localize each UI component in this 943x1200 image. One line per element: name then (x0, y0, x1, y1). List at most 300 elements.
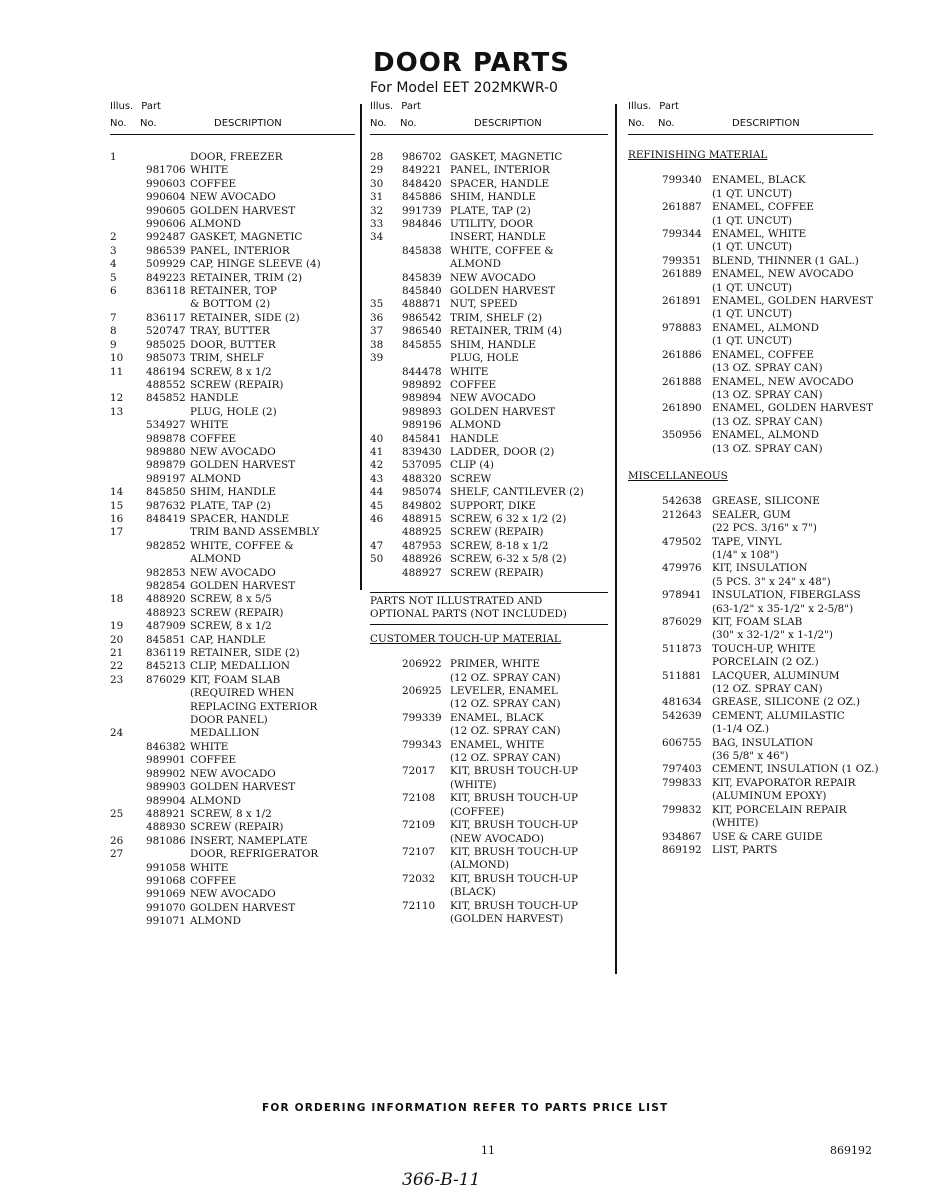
part-number: 991069 (146, 888, 186, 901)
notice-line: PARTS NOT ILLUSTRATED AND (370, 595, 543, 607)
illus-number: 2 (110, 231, 117, 244)
part-description: (ALUMINUM EPOXY) (712, 790, 827, 803)
part-row (628, 322, 873, 335)
parts-column-2 (370, 100, 608, 926)
part-description: (1 QT. UNCUT) (712, 281, 793, 294)
part-description: (12 OZ. SPRAY CAN) (450, 698, 561, 711)
part-number: 991070 (146, 901, 186, 914)
handwritten-note: 366-B-11 (402, 1170, 481, 1190)
part-number: 989892 (402, 378, 442, 391)
part-row (370, 379, 608, 392)
part-row (370, 486, 608, 499)
part-number (662, 335, 710, 348)
part-description: KIT, FOAM SLAB (712, 616, 803, 628)
part-description: TOUCH-UP, WHITE (712, 642, 816, 655)
part-number: 982853 (146, 566, 186, 579)
illus-number (628, 683, 662, 696)
part-number: 845855 (402, 338, 442, 351)
part-number: 72107 (402, 845, 436, 858)
part-description: SCREW (REPAIR) (190, 378, 284, 391)
part-row (110, 821, 355, 834)
part-row (628, 295, 873, 308)
illus-number: 42 (370, 459, 384, 472)
illus-number: 8 (110, 325, 117, 338)
part-description: NEW AVOCADO (190, 191, 276, 204)
part-row (370, 312, 608, 325)
illus-number: 24 (110, 727, 124, 740)
illus-number (110, 915, 134, 928)
illus-number (628, 576, 662, 589)
part-row (628, 201, 873, 214)
part-number: 876029 (662, 616, 702, 628)
illus-number: 21 (110, 647, 124, 660)
part-number: 849221 (402, 164, 442, 177)
illus-number (110, 433, 134, 446)
illus-number: 5 (110, 271, 117, 284)
part-row (110, 352, 355, 365)
part-row (628, 629, 873, 642)
header-illus-no: No. (370, 118, 387, 129)
part-description: (NEW AVOCADO) (450, 832, 544, 845)
illus-number (370, 779, 392, 792)
illus-number (110, 205, 134, 218)
part-number: 72032 (402, 872, 436, 885)
part-row (628, 737, 873, 750)
touchup-section-title: CUSTOMER TOUCH-UP MATERIAL (370, 632, 561, 645)
part-number (134, 701, 188, 714)
part-description: RETAINER, TRIM (2) (190, 271, 303, 284)
part-number: 989880 (146, 445, 186, 458)
part-number (662, 683, 710, 696)
part-row (370, 833, 608, 846)
part-description: WHITE, COFFEE & (450, 244, 554, 257)
part-description: RETAINER, SIDE (2) (190, 647, 300, 660)
part-row (110, 312, 355, 325)
illus-number: 7 (110, 311, 117, 324)
illus-number (628, 817, 662, 830)
illus-number (370, 658, 392, 671)
misc-section-title: MISCELLANEOUS (628, 469, 728, 482)
part-description: COFFEE (450, 378, 497, 391)
illus-number: 3 (110, 244, 117, 257)
part-description: ALMOND (190, 218, 241, 231)
part-description: ENAMEL, ALMOND (712, 321, 819, 334)
part-description: NEW AVOCADO (190, 767, 276, 780)
part-row (628, 443, 873, 456)
part-description: ENAMEL, COFFEE (712, 201, 814, 214)
part-row (110, 151, 355, 164)
illus-number: 41 (370, 445, 384, 458)
illus-number: 22 (110, 660, 124, 673)
header-description: DESCRIPTION (732, 118, 800, 129)
part-description: (WHITE) (712, 817, 759, 830)
part-description: ENAMEL, GOLDEN HARVEST (712, 295, 874, 308)
part-number (134, 298, 188, 311)
part-row (628, 509, 873, 522)
part-description: KIT, PORCELAIN REPAIR (712, 803, 847, 816)
illus-number: 40 (370, 432, 384, 445)
illus-number (110, 580, 134, 593)
part-description: PANEL, INTERIOR (190, 244, 290, 257)
part-number (134, 714, 188, 727)
part-description: LIST, PARTS (712, 843, 778, 856)
part-description: KIT, BRUSH TOUCH-UP (450, 792, 579, 805)
part-row (628, 750, 873, 763)
illus-number: 46 (370, 512, 384, 525)
part-number: 991058 (146, 861, 186, 874)
part-row (110, 178, 355, 191)
part-row (628, 402, 873, 415)
part-description: COFFEE (190, 874, 237, 887)
part-description: INSERT, NAMEPLATE (190, 834, 308, 847)
header-description: DESCRIPTION (474, 118, 542, 129)
illus-number: 37 (370, 325, 384, 338)
part-row (370, 419, 608, 432)
part-description: ALMOND (190, 794, 241, 807)
part-description: PLUG, HOLE (450, 352, 519, 365)
part-number: 542638 (662, 495, 702, 508)
part-description: USE & CARE GUIDE (712, 830, 823, 843)
illus-number: 31 (370, 191, 384, 204)
part-row (628, 643, 873, 656)
part-row (628, 576, 873, 589)
illus-number (628, 389, 662, 402)
illus-number: 43 (370, 472, 384, 485)
part-row (110, 781, 355, 794)
illus-number (110, 607, 134, 620)
illus-number: 19 (110, 620, 124, 633)
part-description: LACQUER, ALUMINUM (712, 669, 840, 682)
illus-number (628, 777, 662, 790)
part-description: LADDER, DOOR (2) (450, 445, 555, 458)
part-number (134, 848, 188, 861)
illus-number (110, 191, 134, 204)
page-title: DOOR PARTS (373, 48, 570, 78)
part-description: GREASE, SILICONE (2 OZ.) (712, 696, 861, 709)
part-number: 985073 (146, 352, 186, 365)
part-number: 488871 (402, 298, 442, 311)
illus-number (628, 215, 662, 228)
illus-number (370, 752, 392, 765)
illus-number (628, 509, 662, 522)
part-number (662, 282, 710, 295)
refinishing-section-title: REFINISHING MATERIAL (628, 149, 768, 161)
part-number: 989878 (146, 432, 186, 445)
part-number (134, 406, 188, 419)
part-description: GOLDEN HARVEST (450, 405, 556, 418)
part-description: DOOR PANEL) (190, 714, 268, 727)
illus-number (110, 768, 134, 781)
part-number: 261886 (662, 348, 702, 361)
part-description: PORCELAIN (2 OZ.) (712, 656, 819, 669)
column-header (110, 100, 355, 135)
part-description: (36 5/8" x 46") (712, 750, 789, 763)
part-row (370, 366, 608, 379)
part-description: (30" x 32-1/2" x 1-1/2") (712, 629, 833, 642)
illus-number: 25 (110, 807, 124, 820)
illus-number (370, 833, 392, 846)
part-row (628, 804, 873, 817)
illus-number (110, 714, 134, 727)
part-number: 261889 (662, 268, 702, 281)
part-number: 479502 (662, 535, 702, 548)
illus-number: 6 (110, 285, 117, 298)
part-row (370, 258, 608, 271)
illus-number (628, 696, 662, 709)
part-description: GOLDEN HARVEST (190, 204, 296, 217)
part-description: SHIM, HANDLE (450, 191, 537, 204)
part-row (370, 819, 608, 832)
part-description: SCREW (450, 472, 492, 485)
illus-number (628, 188, 662, 201)
illus-number: 47 (370, 539, 384, 552)
part-number: 488320 (402, 472, 442, 485)
part-row (628, 228, 873, 241)
part-number (662, 308, 710, 321)
part-row (110, 446, 355, 459)
illus-number: 50 (370, 553, 384, 566)
part-description: (BLACK) (450, 886, 496, 899)
part-description: INSERT, HANDLE (450, 231, 547, 244)
illus-number (628, 335, 662, 348)
part-row (370, 792, 608, 805)
part-row (110, 727, 355, 740)
part-description: SHIM, HANDLE (450, 338, 537, 351)
part-number (662, 629, 710, 642)
part-number: 261888 (662, 375, 702, 388)
part-description: HANDLE (450, 432, 499, 445)
illus-number (110, 298, 134, 311)
illus-number (628, 362, 662, 375)
illus-number: 13 (110, 405, 124, 418)
part-number (662, 443, 710, 456)
part-number: 981086 (146, 834, 186, 847)
illus-number (370, 859, 392, 872)
part-description: GASKET, MAGNETIC (190, 231, 303, 244)
part-row (370, 245, 608, 258)
part-number: 487953 (402, 539, 442, 552)
part-row (370, 806, 608, 819)
part-number: 845838 (402, 244, 442, 257)
header-illus: Illus. (370, 101, 394, 112)
part-number: 990603 (146, 177, 186, 190)
part-number: 261887 (662, 201, 702, 214)
part-row (628, 174, 873, 187)
part-description: BAG, INSULATION (712, 736, 814, 749)
illus-number: 4 (110, 258, 117, 271)
part-row (370, 298, 608, 311)
part-number: 542639 (662, 709, 702, 722)
part-number: 981706 (146, 164, 186, 177)
part-description: ALMOND (450, 419, 501, 432)
illus-number (110, 540, 134, 553)
part-description: SCREW, 8-18 x 1/2 (450, 539, 549, 552)
part-description: ENAMEL, WHITE (712, 228, 807, 241)
illus-number (370, 886, 392, 899)
illus-number (628, 790, 662, 803)
part-description: DOOR, FREEZER (190, 151, 283, 163)
illus-number (628, 723, 662, 736)
part-number (392, 258, 448, 271)
column-header (628, 100, 873, 135)
part-row (110, 580, 355, 593)
part-row (370, 513, 608, 526)
part-number: 991071 (146, 915, 186, 928)
part-number: 836118 (146, 285, 186, 298)
illus-number (628, 656, 662, 669)
part-row (370, 406, 608, 419)
part-row (110, 473, 355, 486)
part-description: (5 PCS. 3" x 24" x 48") (712, 575, 831, 588)
part-number (662, 362, 710, 375)
part-row (110, 298, 355, 311)
part-description: KIT, BRUSH TOUCH-UP (450, 899, 579, 912)
part-number: 989879 (146, 459, 186, 472)
part-number: 511881 (662, 669, 702, 682)
part-row (110, 406, 355, 419)
part-number: 844478 (402, 365, 442, 378)
illus-number (628, 443, 662, 456)
part-description: (63-1/2" x 35-1/2" x 2-5/8") (712, 602, 854, 615)
part-description: SCREW, 8 x 1/2 (190, 807, 272, 820)
part-row (110, 687, 355, 700)
part-row (370, 151, 608, 164)
part-number: 488921 (146, 807, 186, 820)
illus-number (370, 873, 392, 886)
part-number: 869192 (662, 843, 702, 856)
column-divider (360, 104, 362, 590)
part-description: ALMOND (190, 472, 241, 485)
illus-number: 15 (110, 499, 124, 512)
part-description: PLUG, HOLE (2) (190, 405, 277, 418)
part-row (370, 779, 608, 792)
illus-number (110, 164, 134, 177)
illus-number: 17 (110, 526, 124, 539)
part-description: (13 OZ. SPRAY CAN) (712, 362, 823, 375)
illus-number (370, 792, 392, 805)
part-row (110, 915, 355, 928)
part-number (392, 725, 448, 738)
illus-number: 10 (110, 352, 124, 365)
illus-number (110, 687, 134, 700)
part-row (628, 376, 873, 389)
part-description: CAP, HINGE SLEEVE (4) (190, 258, 321, 271)
illus-number (628, 495, 662, 508)
part-description: UTILITY, DOOR (450, 218, 534, 231)
part-description: PLATE, TAP (2) (190, 499, 271, 512)
part-row (110, 419, 355, 432)
part-row (628, 282, 873, 295)
part-description: ENAMEL, WHITE (450, 738, 545, 751)
part-number (662, 215, 710, 228)
column-header (370, 100, 608, 135)
part-description: NUT, SPEED (450, 298, 518, 311)
part-number: 799343 (402, 738, 442, 751)
part-description: (REQUIRED WHEN (190, 687, 295, 700)
illus-number (370, 272, 392, 285)
illus-number: 29 (370, 164, 384, 177)
part-number (134, 553, 188, 566)
part-number: 876029 (146, 673, 186, 686)
part-row (628, 670, 873, 683)
part-number: 534927 (146, 419, 186, 432)
document-number: 869192 (830, 1144, 872, 1157)
part-row (370, 739, 608, 752)
part-number (662, 750, 710, 763)
part-number (392, 752, 448, 765)
notice-line: OPTIONAL PARTS (NOT INCLUDED) (370, 608, 567, 621)
illus-number (628, 416, 662, 429)
header-part-no: No. (658, 118, 675, 129)
part-row (110, 795, 355, 808)
part-description: GOLDEN HARVEST (190, 580, 296, 592)
part-row (110, 272, 355, 285)
part-number (662, 549, 710, 562)
part-number (662, 389, 710, 402)
part-number: 261890 (662, 402, 702, 415)
part-row (370, 164, 608, 177)
part-description: WHITE (190, 740, 229, 753)
part-number: 839430 (402, 445, 442, 458)
part-number: 799344 (662, 228, 702, 241)
part-row (370, 218, 608, 231)
part-row (628, 562, 873, 575)
part-number (662, 416, 710, 429)
part-description: CAP, HANDLE (190, 633, 266, 646)
illus-number (370, 419, 392, 432)
part-description: TRIM, SHELF (2) (450, 311, 542, 324)
part-number: 206922 (402, 658, 442, 671)
part-row (110, 593, 355, 606)
part-number: 509929 (146, 258, 186, 271)
illus-number: 28 (370, 151, 384, 163)
part-description: (GOLDEN HARVEST) (450, 912, 564, 925)
illus-number: 18 (110, 593, 124, 606)
part-description: (13 OZ. SPRAY CAN) (712, 442, 823, 455)
part-number: 845851 (146, 633, 186, 646)
illus-number (110, 419, 134, 432)
part-number: 845852 (146, 392, 186, 405)
part-number (392, 698, 448, 711)
part-description: SCREW, 6 32 x 1/2 (2) (450, 512, 567, 525)
illus-number: 12 (110, 392, 124, 405)
part-row (110, 540, 355, 553)
illus-number (110, 379, 134, 392)
part-description: GREASE, SILICONE (712, 495, 820, 508)
part-number: 488927 (402, 566, 442, 579)
illus-number (628, 750, 662, 763)
illus-number (370, 406, 392, 419)
part-row (370, 672, 608, 685)
part-row (628, 763, 879, 776)
part-number: 479976 (662, 562, 702, 575)
part-row (628, 241, 873, 254)
part-row (110, 500, 355, 513)
illus-number (628, 429, 662, 442)
part-description: SPACER, HANDLE (190, 512, 290, 525)
part-description: (12 OZ. SPRAY CAN) (450, 671, 561, 684)
part-row (110, 459, 355, 472)
part-description: KIT, BRUSH TOUCH-UP (450, 765, 579, 778)
not-illustrated-notice (370, 592, 608, 625)
part-description: (1 QT. UNCUT) (712, 187, 793, 200)
part-description: HANDLE (190, 392, 239, 405)
part-number: 797403 (662, 763, 702, 776)
illus-number (370, 900, 392, 913)
part-description: CLIP, MEDALLION (190, 660, 291, 673)
illus-number (110, 888, 134, 901)
part-number: 488923 (146, 606, 186, 619)
